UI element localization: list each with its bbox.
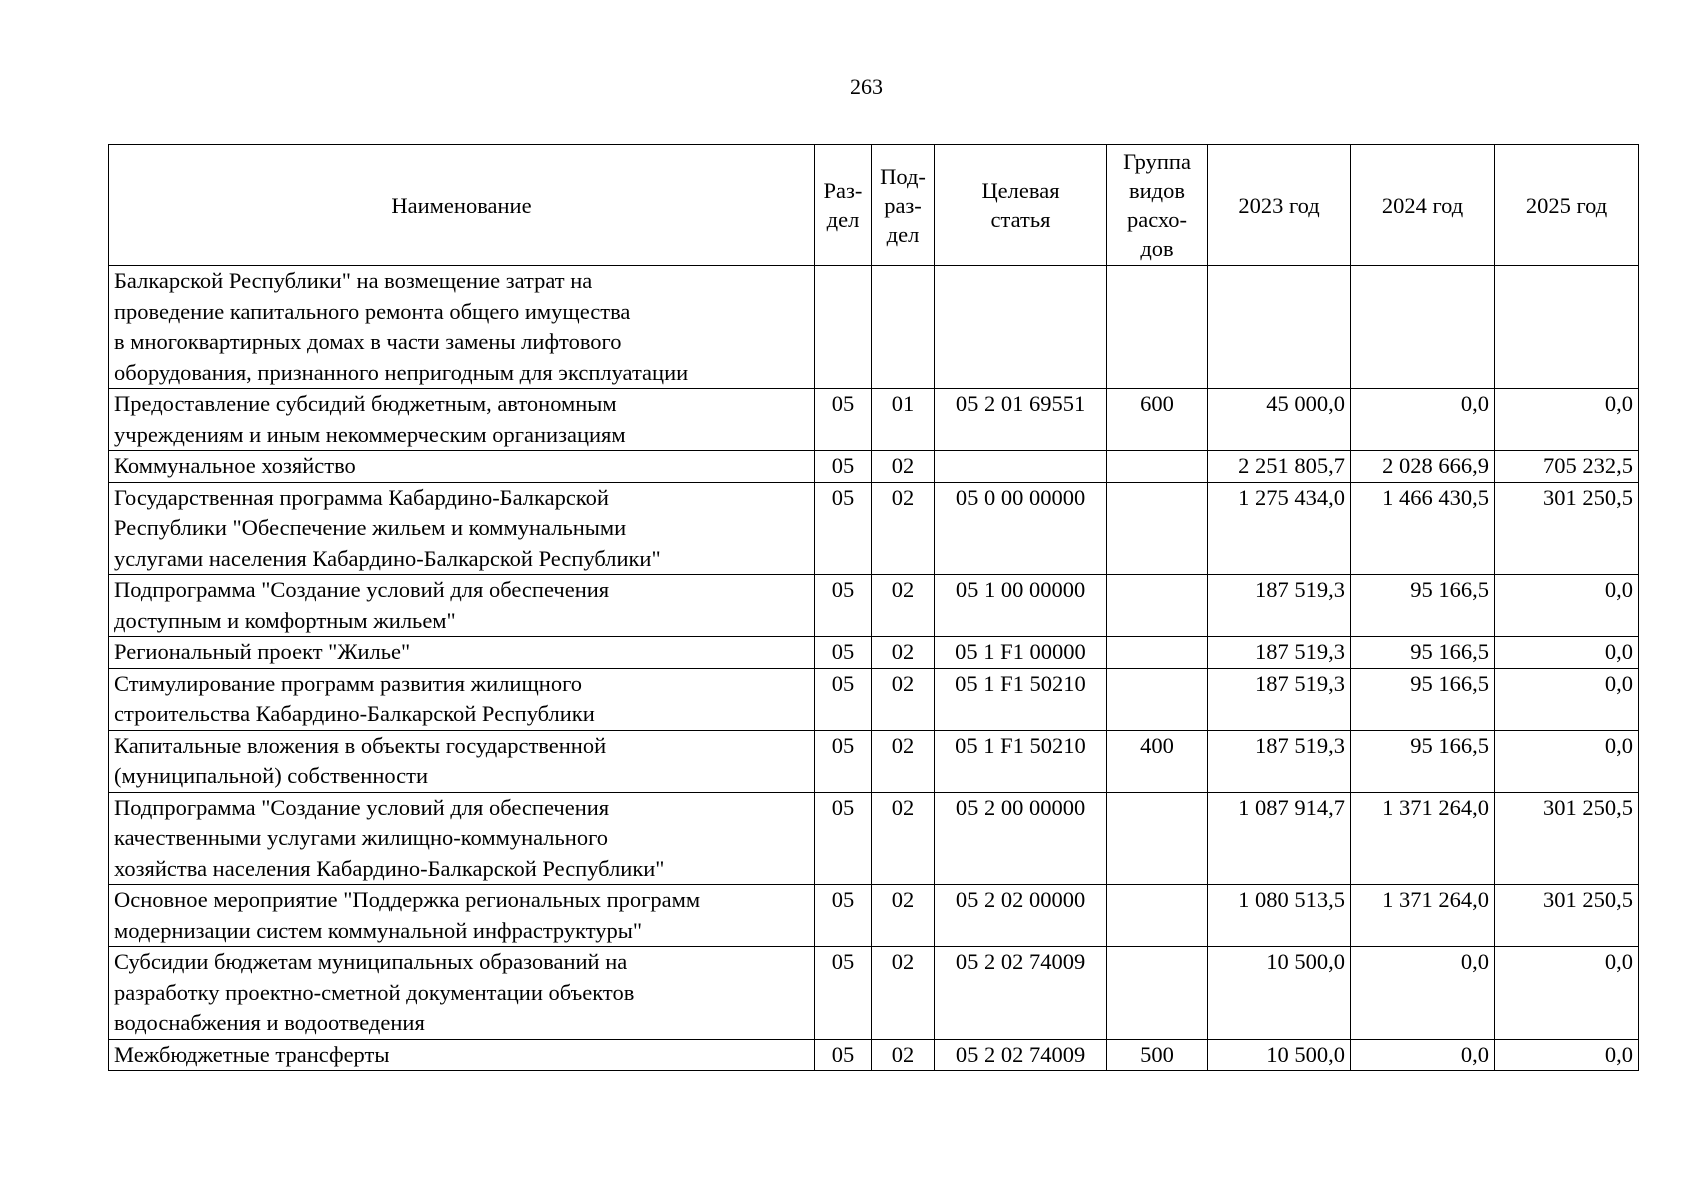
cell-name-line: строительства Кабардино-Балкарской Республики (114, 701, 595, 726)
cell-2024: 95 166,5 (1351, 730, 1495, 792)
cell-2023: 1 087 914,7 (1208, 792, 1351, 885)
header-subsection (872, 145, 935, 266)
cell-name (109, 451, 815, 483)
cell-name-line: Предоставление субсидий бюджетным, автономным (114, 391, 617, 416)
cell-2025: 301 250,5 (1495, 482, 1639, 575)
table-row (109, 885, 1639, 947)
cell-name-line: Государственная программа Кабардино-Балкарской (114, 484, 609, 510)
header-section-line: Раз- (823, 178, 863, 203)
cell-target-article: 05 1 F1 50210 (935, 730, 1107, 792)
cell-expense-group (1107, 266, 1208, 389)
cell-target-article: 05 1 F1 50210 (935, 668, 1107, 730)
cell-target-article: 05 2 02 74009 (935, 1039, 1107, 1071)
header-section-line: дел (826, 207, 860, 232)
cell-name-line: Стимулирование программ развития жилищного (114, 670, 582, 696)
cell-name-line: Коммунальное хозяйство (114, 453, 356, 478)
cell-section: 05 (815, 668, 872, 730)
cell-2025: 0,0 (1495, 1039, 1639, 1071)
cell-expense-group (1107, 947, 1208, 1040)
cell-expense-group: 400 (1107, 730, 1208, 792)
cell-2023: 10 500,0 (1208, 1039, 1351, 1071)
cell-target-article (935, 266, 1107, 389)
cell-subsection: 02 (872, 730, 935, 792)
cell-2024: 95 166,5 (1351, 575, 1495, 637)
cell-subsection: 02 (872, 482, 935, 575)
cell-2023: 187 519,3 (1208, 637, 1351, 669)
cell-2023: 187 519,3 (1208, 730, 1351, 792)
cell-2025: 705 232,5 (1495, 451, 1639, 483)
cell-subsection: 02 (872, 792, 935, 885)
cell-name-line: в многоквартирных домах в части замены лифтового (114, 329, 622, 354)
page-number: 263 (850, 74, 883, 99)
cell-2024: 0,0 (1351, 389, 1495, 451)
table-row (109, 947, 1639, 1040)
cell-subsection: 02 (872, 575, 935, 637)
cell-2024: 95 166,5 (1351, 668, 1495, 730)
cell-2024: 1 371 264,0 (1351, 792, 1495, 885)
header-expense-group (1107, 145, 1208, 266)
cell-expense-group (1107, 451, 1208, 483)
cell-name (109, 1039, 815, 1071)
cell-subsection (872, 266, 935, 389)
table-row (109, 792, 1639, 885)
cell-2023: 187 519,3 (1208, 575, 1351, 637)
cell-2025: 0,0 (1495, 668, 1639, 730)
cell-expense-group (1107, 482, 1208, 575)
cell-section: 05 (815, 637, 872, 669)
header-expense-line: Группа (1123, 149, 1191, 174)
cell-name-line: Подпрограмма "Создание условий для обеспечения (114, 577, 610, 602)
cell-name (109, 792, 815, 885)
cell-section: 05 (815, 730, 872, 792)
cell-name (109, 389, 815, 451)
cell-2025: 301 250,5 (1495, 792, 1639, 885)
header-2025: 2025 год (1495, 145, 1639, 266)
header-expense-line: расхо- (1126, 207, 1188, 232)
cell-subsection: 02 (872, 1039, 935, 1071)
cell-2024: 95 166,5 (1351, 637, 1495, 669)
cell-name-line: Основное мероприятие "Поддержка региональных программ (114, 887, 701, 912)
cell-section: 05 (815, 451, 872, 483)
table-row (109, 451, 1639, 483)
cell-2023: 187 519,3 (1208, 668, 1351, 730)
table-row (109, 266, 1639, 389)
cell-name-line: Капитальные вложения в объекты государственной (114, 732, 607, 758)
cell-subsection: 02 (872, 451, 935, 483)
cell-2024: 0,0 (1351, 1039, 1495, 1071)
cell-section: 05 (815, 947, 872, 1040)
cell-2024: 2 028 666,9 (1351, 451, 1495, 483)
table-row (109, 575, 1639, 637)
budget-table (108, 144, 1639, 1071)
cell-name-line: Балкарской Республики" на возмещение затрат на (114, 268, 593, 293)
cell-expense-group (1107, 637, 1208, 669)
cell-name-line: Подпрограмма "Создание условий для обеспечения (114, 794, 610, 820)
cell-target-article: 05 1 00 00000 (935, 575, 1107, 637)
cell-2025: 0,0 (1495, 947, 1639, 1040)
cell-2025: 0,0 (1495, 575, 1639, 637)
cell-2025: 0,0 (1495, 389, 1639, 451)
table-row (109, 389, 1639, 451)
cell-name (109, 885, 815, 947)
cell-2024: 1 466 430,5 (1351, 482, 1495, 575)
header-target-line: Целевая (981, 178, 1060, 203)
cell-section: 05 (815, 1039, 872, 1071)
header-2023: 2023 год (1208, 145, 1351, 266)
header-subsection-line: раз- (884, 192, 922, 218)
cell-expense-group (1107, 885, 1208, 947)
cell-target-article: 05 1 F1 00000 (935, 637, 1107, 669)
cell-name-line: хозяйства населения Кабардино-Балкарской Республики" (114, 855, 665, 881)
cell-section: 05 (815, 389, 872, 451)
cell-name-line: Республики "Обеспечение жильем и коммунальными (114, 515, 627, 540)
cell-section (815, 266, 872, 389)
cell-target-article: 05 2 00 00000 (935, 792, 1107, 885)
cell-name (109, 730, 815, 792)
cell-2025 (1495, 266, 1639, 389)
cell-name-line: разработку проектно-сметной документации объектов (114, 979, 635, 1005)
header-subsection-line: дел (886, 221, 920, 247)
cell-section: 05 (815, 885, 872, 947)
table-row (109, 730, 1639, 792)
cell-expense-group: 600 (1107, 389, 1208, 451)
cell-name (109, 947, 815, 1040)
cell-expense-group (1107, 668, 1208, 730)
cell-name-line: учреждениям и иным некоммерческим организациям (114, 421, 626, 447)
cell-name (109, 668, 815, 730)
cell-2024: 0,0 (1351, 947, 1495, 1040)
cell-name (109, 637, 815, 669)
cell-target-article: 05 2 02 74009 (935, 947, 1107, 1040)
header-expense-line: видов (1129, 178, 1185, 203)
cell-name-line: Межбюджетные трансферты (114, 1041, 390, 1067)
cell-name (109, 266, 815, 389)
table-row (109, 482, 1639, 575)
table-row (109, 637, 1639, 669)
header-target-article (935, 145, 1107, 266)
cell-name-line: Региональный проект "Жилье" (114, 639, 411, 664)
cell-2024 (1351, 266, 1495, 389)
cell-section: 05 (815, 792, 872, 885)
cell-name-line: качественными услугами жилищно-коммунального (114, 825, 609, 850)
cell-target-article: 05 0 00 00000 (935, 482, 1107, 575)
table-row (109, 1039, 1639, 1071)
cell-target-article (935, 451, 1107, 483)
header-subsection-line: Под- (880, 163, 926, 189)
cell-2023: 1 080 513,5 (1208, 885, 1351, 947)
table-header-row (109, 145, 1639, 266)
cell-name-line: оборудования, признанного непригодным для эксплуатации (114, 359, 689, 385)
cell-subsection: 02 (872, 947, 935, 1040)
cell-2024: 1 371 264,0 (1351, 885, 1495, 947)
cell-2025: 0,0 (1495, 637, 1639, 669)
cell-2023 (1208, 266, 1351, 389)
header-2024: 2024 год (1351, 145, 1495, 266)
cell-name (109, 575, 815, 637)
cell-name-line: Субсидии бюджетам муниципальных образований на (114, 949, 628, 974)
cell-expense-group (1107, 575, 1208, 637)
table-body (109, 266, 1639, 1071)
cell-name-line: водоснабжения и водоотведения (114, 1010, 425, 1035)
cell-2023: 1 275 434,0 (1208, 482, 1351, 575)
cell-target-article: 05 2 01 69551 (935, 389, 1107, 451)
cell-expense-group: 500 (1107, 1039, 1208, 1071)
cell-2023: 10 500,0 (1208, 947, 1351, 1040)
header-expense-line: дов (1140, 236, 1174, 261)
cell-name-line: доступным и комфортным жильем" (114, 607, 456, 633)
cell-subsection: 02 (872, 885, 935, 947)
cell-target-article: 05 2 02 00000 (935, 885, 1107, 947)
cell-expense-group (1107, 792, 1208, 885)
cell-subsection: 02 (872, 637, 935, 669)
cell-section: 05 (815, 575, 872, 637)
cell-2025: 301 250,5 (1495, 885, 1639, 947)
cell-subsection: 01 (872, 389, 935, 451)
cell-name-line: проведение капитального ремонта общего имущества (114, 298, 631, 324)
cell-name-line: (муниципальной) собственности (114, 763, 429, 788)
cell-2023: 2 251 805,7 (1208, 451, 1351, 483)
cell-section: 05 (815, 482, 872, 575)
table-row (109, 668, 1639, 730)
cell-2023: 45 000,0 (1208, 389, 1351, 451)
cell-name (109, 482, 815, 575)
header-name: Наименование (109, 145, 815, 266)
header-target-line: статья (990, 207, 1051, 232)
cell-name-line: услугами населения Кабардино-Балкарской Республики" (114, 545, 661, 571)
cell-2025: 0,0 (1495, 730, 1639, 792)
cell-name-line: модернизации систем коммунальной инфраструктуры" (114, 917, 643, 943)
cell-subsection: 02 (872, 668, 935, 730)
header-section (815, 145, 872, 266)
